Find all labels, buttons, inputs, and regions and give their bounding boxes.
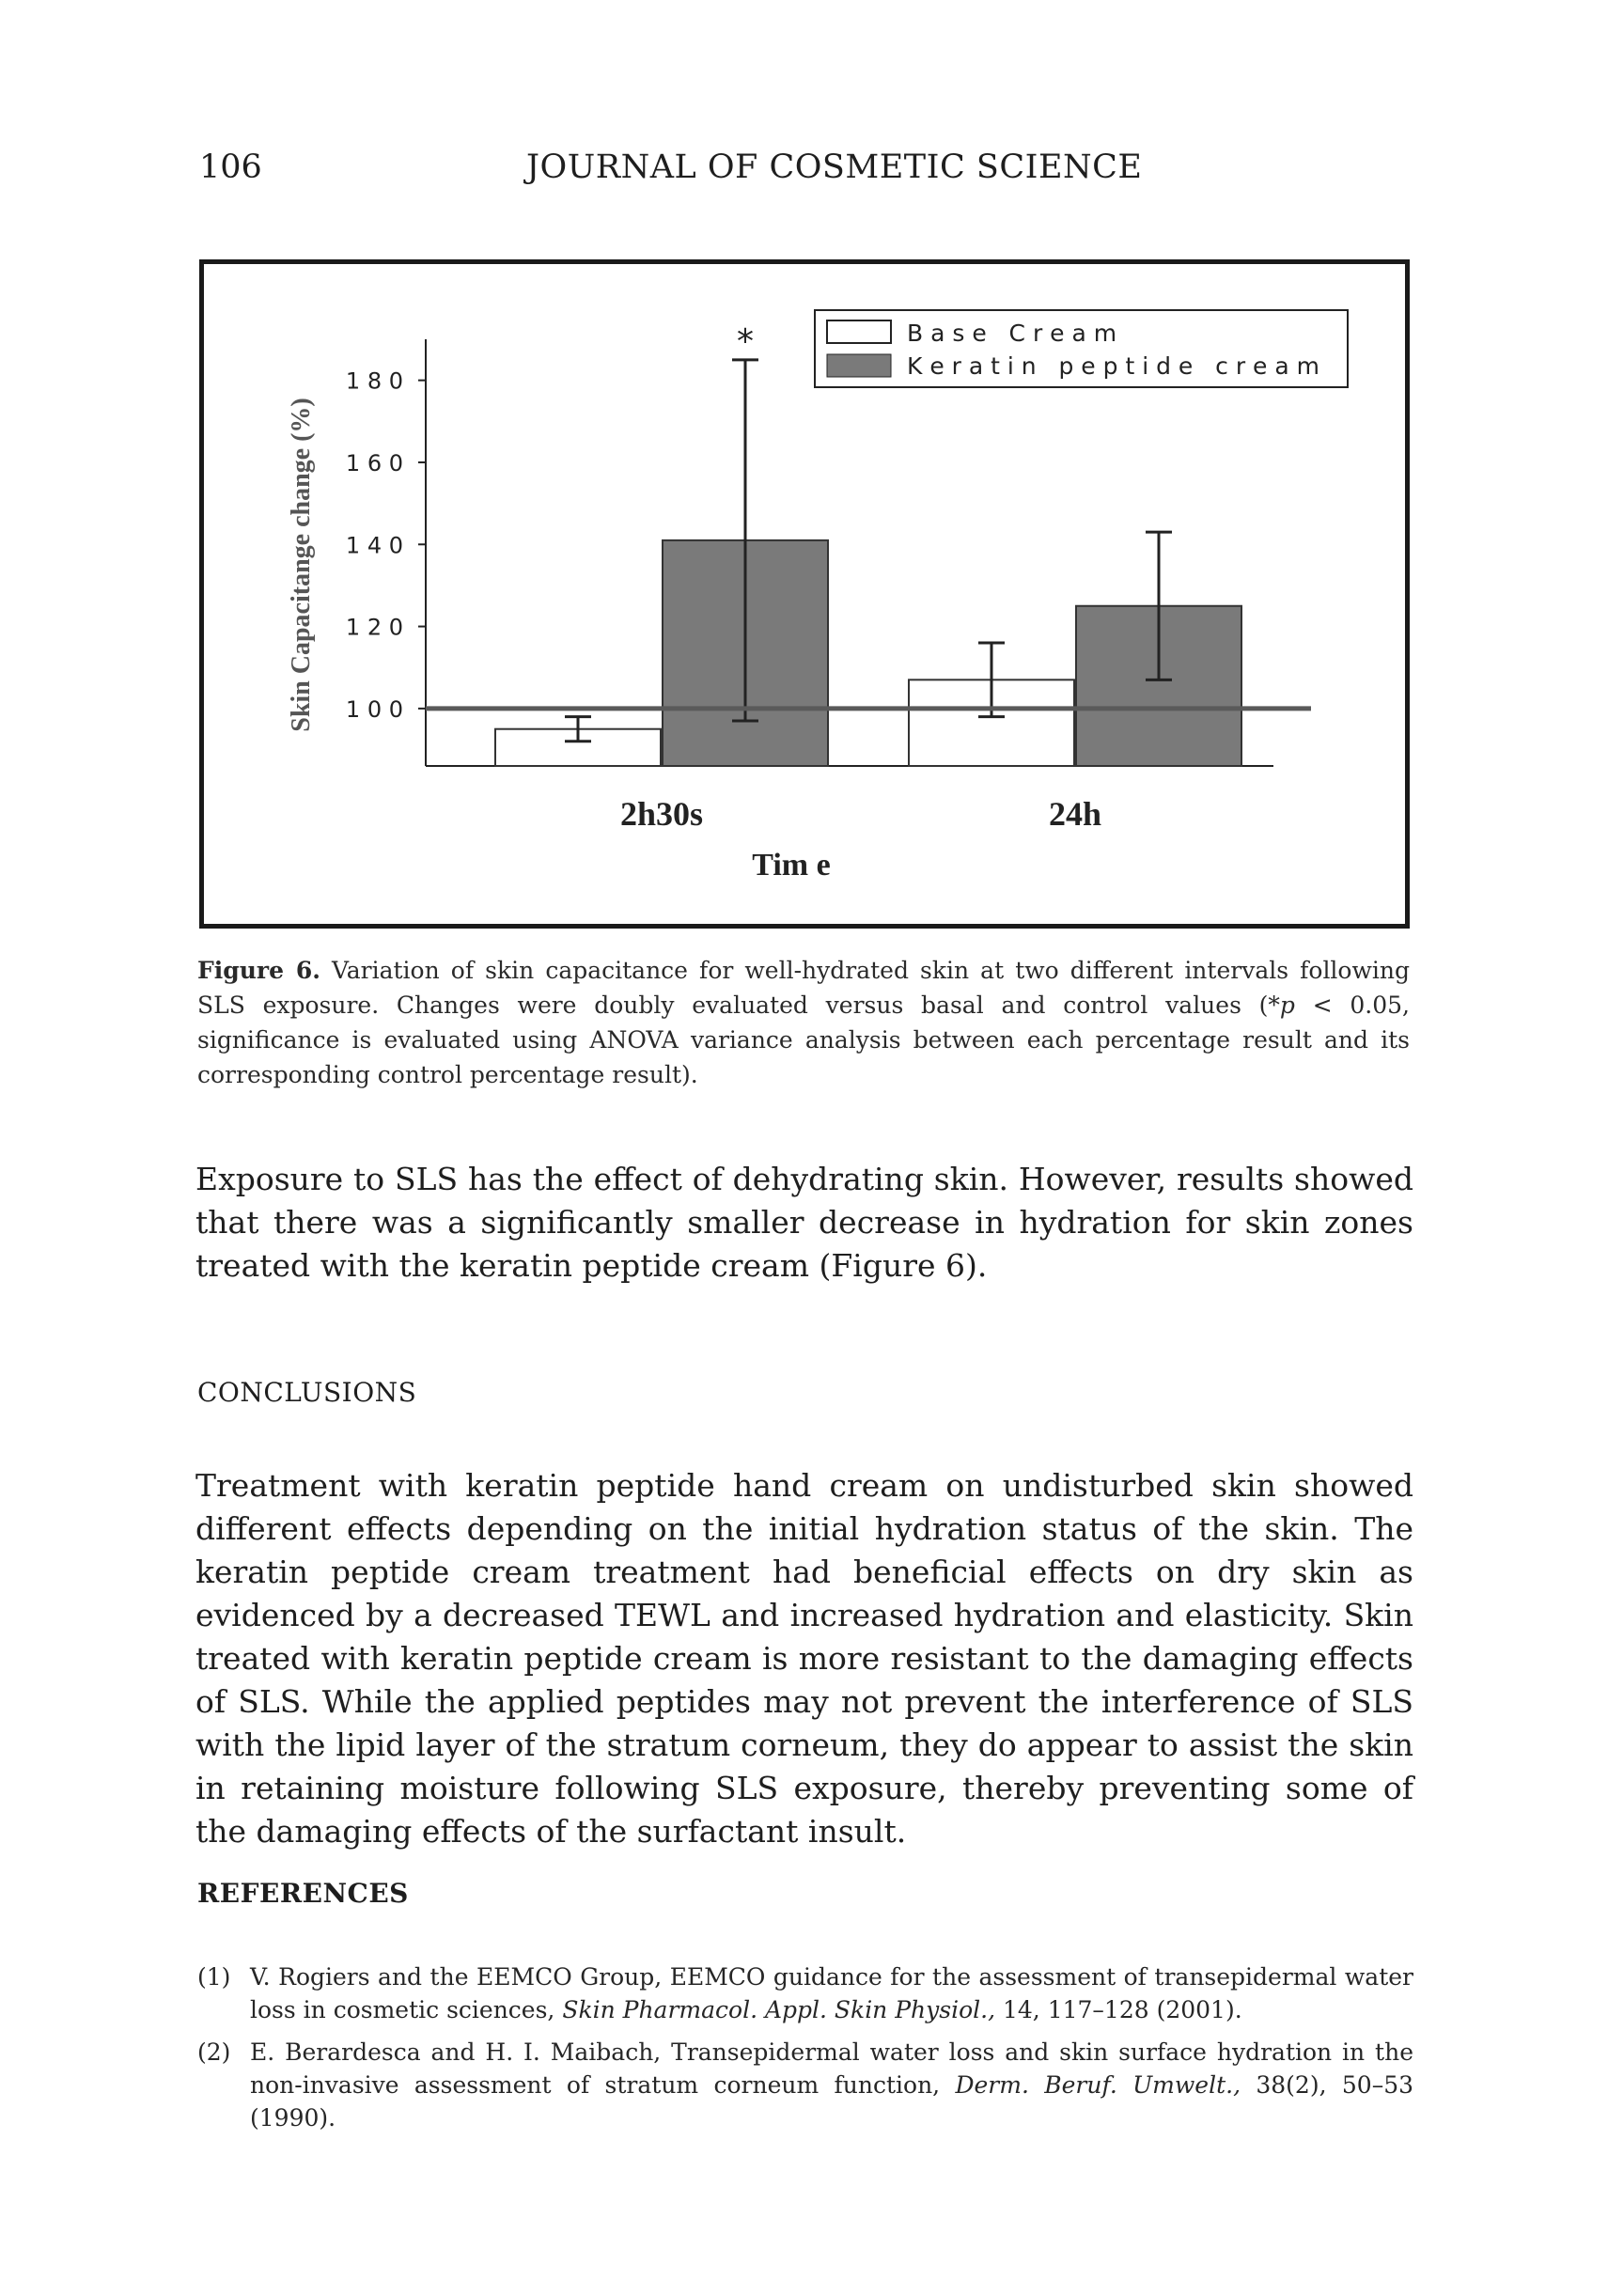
caption-text-b: < 0.05, significance is evaluated using ANOVA variance analysis between each percentage result and its corresponding control percentage result). [197,992,1410,1088]
capacitance-bar-chart [204,264,1405,924]
running-head [199,148,1412,190]
y-tick-label: 1 4 0 [345,532,403,559]
y-tick-label: 1 2 0 [345,614,403,641]
journal-title: JOURNAL OF COSMETIC SCIENCE [526,148,1143,186]
references-heading: REFERENCES [197,1878,409,1909]
caption-text-a: Variation of skin capacitance for well-hydrated skin at two different intervals following SLS exposure. Changes were doubly evaluated versus basal and control values (* [197,957,1410,1019]
legend-label-keratin: K e r a t i n p e p t i d e c r e a m [907,352,1319,380]
figure-6-frame [199,259,1410,929]
reference-journal: Derm. Beruf. Umwelt., [955,2071,1241,2099]
caption-p: p [1279,992,1295,1019]
reference-authors: V. Rogiers and the EEMCO Group, EEMCO guidance for the assessment of transepidermal water loss in cosmetic sciences, [250,1963,1413,2023]
body-paragraph: Exposure to SLS has the effect of dehydrating skin. However, results showed that there was a significantly smaller decrease in hydration for skin zones treated with the keratin peptide cream (Figure 6). [195,1161,1413,1284]
reference-journal: Skin Pharmacol. Appl. Skin Physiol., [562,1996,996,2023]
reference-text [250,1960,1413,2026]
x-axis-title: Tim e [752,848,831,882]
reference-details: 38(2), 50–53 (1990). [250,2071,1413,2132]
y-tick-label: 1 6 0 [345,449,403,476]
reference-text [250,2036,1413,2134]
reference-number: (1) [197,1963,231,1991]
y-tick-label: 1 8 0 [345,367,403,395]
page-number: 106 [199,148,262,186]
legend-label-base-cream: B a s e C r e a m [907,320,1117,347]
reference-item [197,2036,1413,2132]
reference-number: (2) [197,2038,231,2066]
significance-asterisk: * [737,321,754,361]
legend-swatch-keratin [827,354,891,377]
legend-swatch-base-cream [827,320,891,343]
bars [495,540,1241,766]
y-ticks [346,368,426,723]
reference-authors: E. Berardesca and H. I. Maibach, Transepidermal water loss and skin surface hydration in the non-invasive assessment of stratum corneum function, [250,2038,1413,2099]
caption-label: Figure 6. [197,957,320,984]
conclusions-heading: CONCLUSIONS [197,1377,417,1408]
reference-item [197,1960,1413,2032]
y-tick-label: 1 0 0 [345,695,403,723]
x-category-label: 24h [1048,795,1102,833]
reference-details: 14, 117–128 (2001). [995,1996,1242,2023]
legend [815,310,1348,387]
conclusions-paragraph: Treatment with keratin peptide hand cream on undisturbed skin showed different effects depending on the initial hydration status of the skin. The keratin peptide cream treatment had beneficial effects on dry skin as evidenced by a decreased TEWL and increased hydration and elasticity. Skin treated with keratin peptide cream is more resistant to the damaging effects of SLS. While the applied peptides may not prevent the interference of SLS with the lipid layer of the stratum corneum, they do appear to assist the skin in retaining moisture following SLS exposure, thereby preventing some of the damaging effects of the surfactant insult. [195,1467,1413,1850]
figure-caption [197,953,1410,1092]
x-category-label: 2h30s [619,795,704,833]
y-axis-title: Skin Capacitange change (%) [287,398,316,732]
